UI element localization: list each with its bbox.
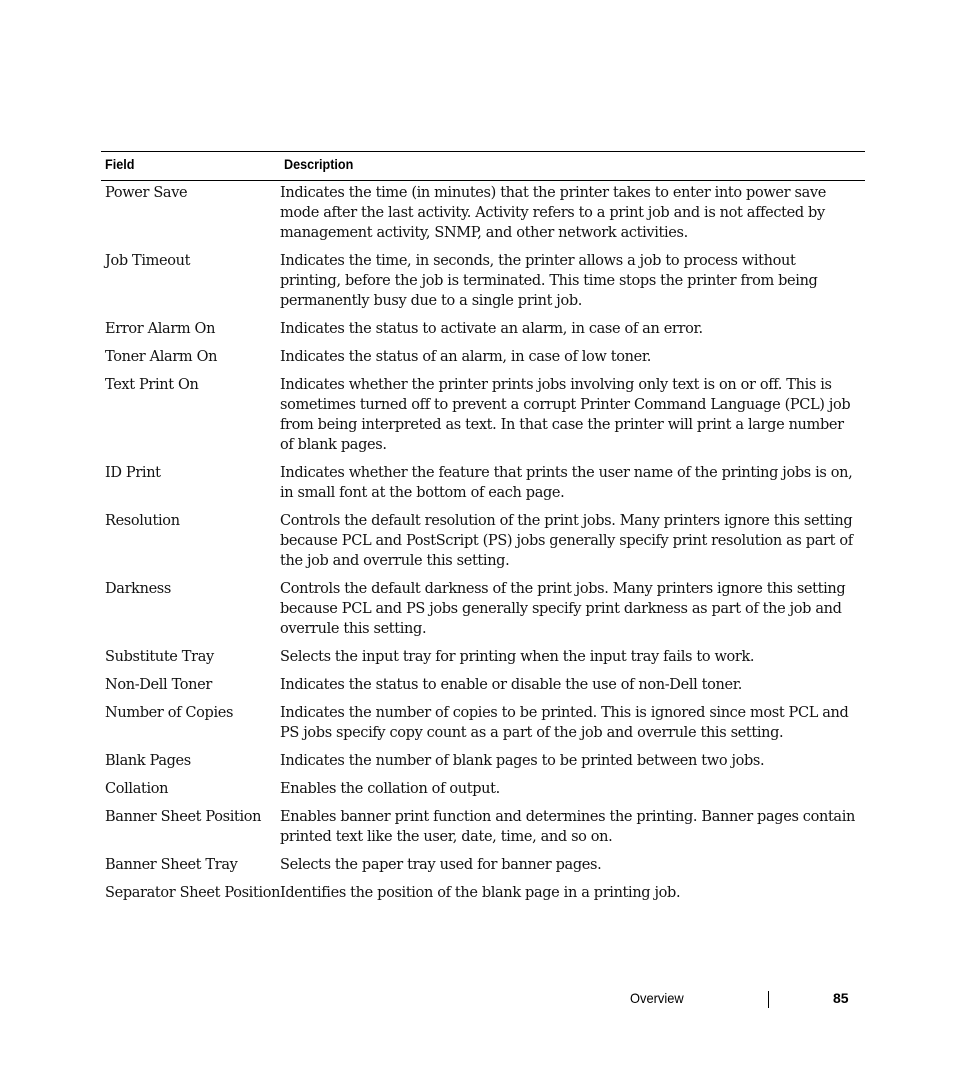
table-row	[101, 511, 865, 571]
field-name-cell: Separator Sheet Position	[105, 885, 281, 901]
column-header-description: Description	[284, 156, 354, 172]
description-cell: Indicates the time, in seconds, the printer allows a job to process without printing, before the job is terminated. This time stops the printer from being permanently busy due to a single print job.	[280, 253, 818, 309]
table-row	[101, 647, 865, 667]
field-name-cell: Number of Copies	[105, 705, 234, 721]
field-name-cell: Substitute Tray	[105, 649, 214, 665]
field-name-cell: Text Print On	[105, 377, 199, 393]
description-cell: Indicates the time (in minutes) that the printer takes to enter into power save mode after the last activity. Activity refers to a print job and is not affected by management activity, SNMP, and other network activities.	[280, 185, 826, 241]
table-row	[101, 703, 865, 743]
column-header-field: Field	[105, 156, 135, 172]
description-cell: Indicates the status to activate an alarm, in case of an error.	[280, 321, 703, 337]
field-name-cell: Error Alarm On	[105, 321, 216, 337]
table-row	[101, 347, 865, 367]
description-cell: Controls the default darkness of the print jobs. Many printers ignore this setting because PCL and PS jobs generally specify print darkness as part of the job and overrule this setting.	[280, 581, 846, 637]
description-cell: Selects the paper tray used for banner pages.	[280, 857, 602, 873]
table-row	[101, 375, 865, 455]
table-row	[101, 883, 865, 903]
table-row	[101, 779, 865, 799]
description-cell: Indicates the status of an alarm, in case of low toner.	[280, 349, 652, 365]
description-cell: Indicates whether the printer prints jobs involving only text is on or off. This is sometimes turned off to prevent a corrupt Printer Command Language (PCL) job from being interpreted as text. In that case the printer will print a large number of blank pages.	[280, 377, 851, 453]
table-body	[101, 183, 865, 903]
footer-section-title: Overview	[630, 990, 684, 1006]
table-header	[101, 151, 865, 181]
description-cell: Indicates whether the feature that prints the user name of the printing jobs is on, in small font at the bottom of each page.	[280, 465, 853, 501]
table-row	[101, 751, 865, 771]
table-row	[101, 855, 865, 875]
page-footer	[0, 988, 954, 1012]
field-name-cell: Darkness	[105, 581, 171, 597]
description-cell: Indicates the number of blank pages to be printed between two jobs.	[280, 753, 765, 769]
field-name-cell: Banner Sheet Tray	[105, 857, 238, 873]
table-row	[101, 463, 865, 503]
footer-divider	[768, 991, 769, 1008]
field-name-cell: Blank Pages	[105, 753, 191, 769]
table-row	[101, 319, 865, 339]
table-row	[101, 251, 865, 311]
description-cell: Indicates the number of copies to be printed. This is ignored since most PCL and PS jobs specify copy count as a part of the job and overrule this setting.	[280, 705, 849, 741]
field-name-cell: Collation	[105, 781, 169, 797]
table-row	[101, 579, 865, 639]
description-cell: Selects the input tray for printing when the input tray fails to work.	[280, 649, 755, 665]
description-cell: Enables banner print function and determines the printing. Banner pages contain printed text like the user, date, time, and so on.	[280, 809, 855, 845]
description-cell: Controls the default resolution of the print jobs. Many printers ignore this setting because PCL and PostScript (PS) jobs generally specify print resolution as part of the job and overrule this setting.	[280, 513, 853, 569]
description-cell: Identifies the position of the blank page in a printing job.	[280, 885, 681, 901]
field-name-cell: Banner Sheet Position	[105, 809, 262, 825]
field-name-cell: Job Timeout	[105, 253, 191, 269]
description-cell: Enables the collation of output.	[280, 781, 500, 797]
table-row	[101, 183, 865, 243]
field-name-cell: Resolution	[105, 513, 180, 529]
field-name-cell: ID Print	[105, 465, 161, 481]
table-row	[101, 675, 865, 695]
table-row	[101, 807, 865, 847]
field-name-cell: Power Save	[105, 185, 188, 201]
field-name-cell: Non-Dell Toner	[105, 677, 212, 693]
settings-table	[101, 151, 865, 903]
page-number: 85	[833, 990, 849, 1006]
description-cell: Indicates the status to enable or disable the use of non-Dell toner.	[280, 677, 742, 693]
field-name-cell: Toner Alarm On	[105, 349, 218, 365]
